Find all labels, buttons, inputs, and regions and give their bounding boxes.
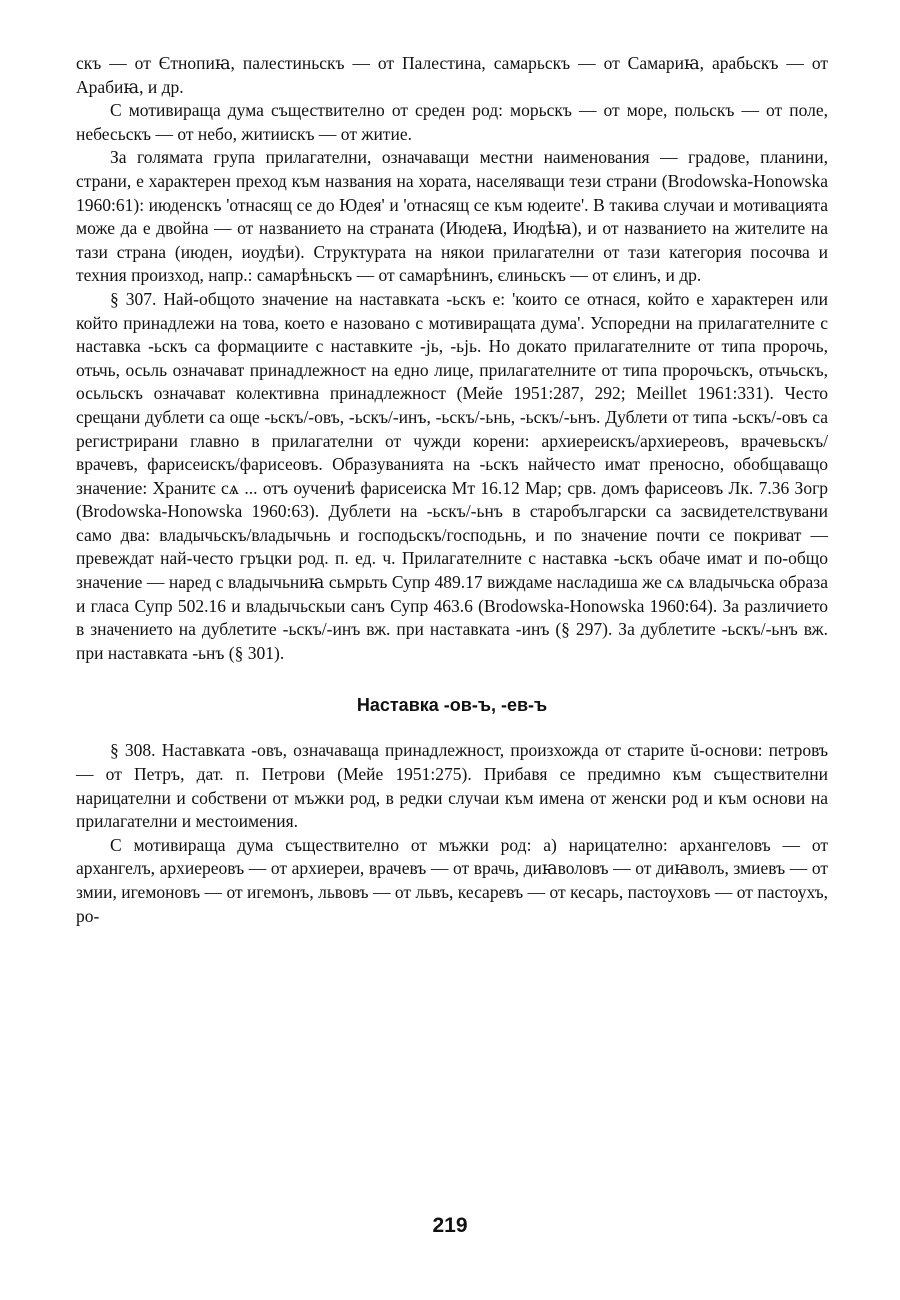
paragraph-section-307: § 307. Най-общото значение на наставката -ьскъ е: 'които се отнася, който е характерен или който принадлежи на това, което е назовано с мотивиращата дума'. Успоредни на прилагателните с наставка -ьскъ са формациите с наставките -jь, -ьjь. Но докато прилагателните от типа пророчь, отьчь, осьль означават принадлежност на едно лице, прилагателните от типа пророчьскъ, отьчьскъ, осьльскъ означават колективна принадлежност (Мейе 1951:287, 292; Meillet 1961:331). Често срещани дублети са още -ьскъ/-овъ, -ьскъ/-инъ, -ьскъ/-ьнь, -ьскъ/-ьнъ. Дублети от типа -ьскъ/-овъ са регистрирани главно в прилагателни от чужди корени: архиереискъ/архиереовъ, врачевьскъ/врачевъ, фарисеискъ/фарисеовъ. Образуванията на -ьскъ найчесто имат преносно, обобщаващо значение: Хранитє сѧ ... отъ оучениѣ фарисеиска Мт 16.12 Мар; срв. домъ фарисеовъ Лк. 7.36 Зогр (Brodowska-Honowska 1960:63). Дублети на -ьскъ/-ьнъ в старобългарски са засвидетелствувани само два: владычьскъ/владычьнь и господьскъ/господьнь, и по значение почти се покриват — превеждат най-често гръцки род. п. ед. ч. Прилагателните с наставка -ьскъ обаче имат и по-общо значение — наред с владычьниꙗ сьмрьть Супр 489.17 виждаме насладиша же сѧ владычьска образа и гласа Супр 502.16 и владычьскыи санъ Супр 463.6 (Brodowska-Honowska 1960:64). За различието в значението на дублетите -ьскъ/-инъ вж. при наставката -инъ (§ 297). За дублетите -ьскъ/-ьнъ вж. при наставката -ьнъ (§ 301).	[76, 288, 828, 663]
paragraph: С мотивираща дума съществително от мъжки род: а) нарицателно: архангеловъ — от архангелъ, архиереовъ — от архиереи, врачевъ — от врачь, диꙗволовъ — от диꙗволъ, змиевъ — от змии, игемоновъ — от игемонъ, львовъ — от львъ, кесаревъ — от кесарь, пастоуховъ — от пастоухъ, ро-	[76, 834, 828, 926]
paragraph: С мотивираща дума съществително от среден род: морьскъ — от море, польскъ — от поле, небесьскъ — от небо, житиискъ — от житие.	[76, 100, 828, 144]
paragraph: За голямата група прилагателни, означаващи местни наименования — градове, планини, страни, е характерен преход към названия на хората, населяващи тези страни (Brodowska-Honowska 1960:61): июденскъ 'отнасящ се до Юдея' и 'отнасящ се към юдеите'. В такива случаи и мотивацията може да е двойна — от названието на страната (Июдеꙗ, Июдѣꙗ), и от названието на жителите на тази страна (июден, иоудѣи). Структурата на някои прилагателни от тази категория посочва и техния произход, напр.: самарѣньскъ — от самарѣнинъ, єлиньскъ — от єлинъ, и др.	[76, 147, 828, 286]
page-number: 219	[432, 1214, 468, 1237]
section-heading: Наставка -ов-ъ, -ев-ъ	[356, 695, 548, 716]
paragraph-section-308: § 308. Наставката -овъ, означаваща принадлежност, произхожда от старите ŭ-основи: петровъ — от Петръ, дат. п. Петрови (Мейе 1951:275). Прибавя се предимно към съществителни нарицателни и собствени от мъжки род, в редки случаи към имена от женски род и към основи на прилагателни и местоимения.	[76, 740, 828, 832]
paragraph: скъ — от Єтнопиꙗ, палестиньскъ — от Палестина, самарьскъ — от Самариꙗ, арабьскъ — от Арабиꙗ, и др.	[76, 53, 828, 97]
